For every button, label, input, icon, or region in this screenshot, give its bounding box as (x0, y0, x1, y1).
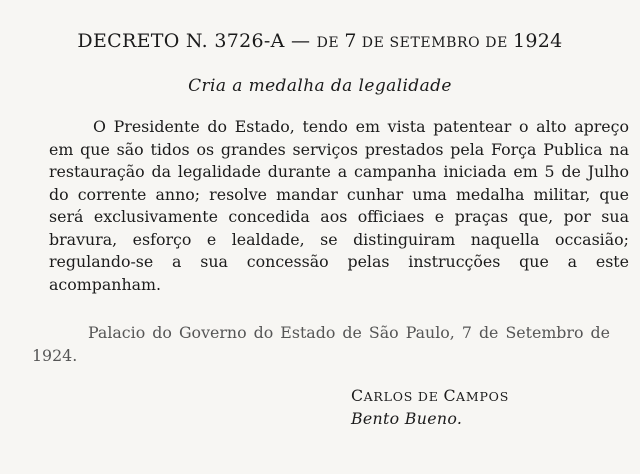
signature-initial: C (351, 386, 364, 405)
signature-bento-bueno: Bento Bueno. (351, 409, 463, 428)
decree-date-year: 1924 (513, 30, 563, 52)
signature-initial: C (443, 386, 457, 405)
decree-body-paragraph: O Presidente do Estado, tendo em vista patentear o alto apreço em que são tidos os grandes serviços prestados pela Força Publica na restauração da legalidade durante a campanha iniciada em 5 de Julho do corrente anno; resolve mandar cunhar uma medalha militar, que será exclusivamente concedida aos officiaes e praças que, por sua bravura, esforço e lealdade, se distinguiram naquella occasião; regulando-se a sua concessão pelas instrucções que a este acompanham. (49, 117, 629, 294)
signature-smallcaps: AMPOS (456, 389, 510, 404)
decree-footer-paragraph: Palacio do Governo do Estado de São Paulo, 7 de Setembro de 1924. (32, 323, 610, 365)
signature-smallcaps: DE (413, 389, 444, 404)
signature-smallcaps: ARLOS (363, 389, 414, 404)
decree-subtitle: Cria a medalha da legalidade (188, 76, 452, 96)
decree-date-prefix: DE (316, 35, 345, 51)
decree-body (49, 116, 629, 296)
decree-heading (0, 30, 640, 52)
decree-footer (32, 322, 610, 367)
decree-date-middle: DE SETEMBRO DE (356, 35, 514, 51)
decree-dash: — (284, 30, 317, 52)
decree-date-day: 7 (344, 30, 357, 52)
signature-carlos-de-campos (351, 386, 509, 405)
decree-number: DECRETO N. 3726-A (77, 30, 285, 52)
